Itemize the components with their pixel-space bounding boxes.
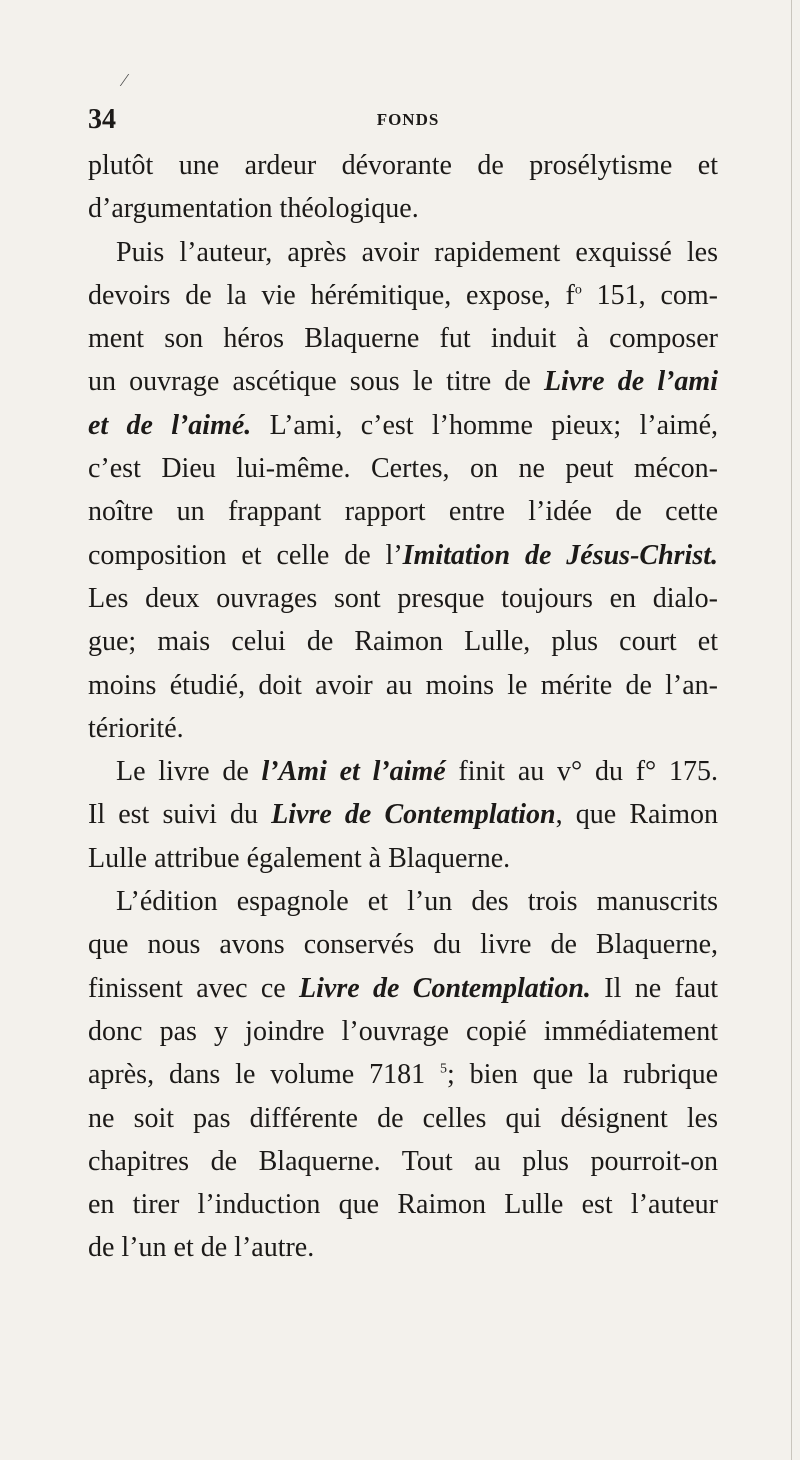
text-line <box>88 447 718 490</box>
text-run: c’est Dieu lui-même. Certes, on ne peut mécon- <box>88 453 718 485</box>
running-head <box>88 104 728 140</box>
text-line <box>88 231 718 274</box>
paragraph <box>88 144 718 231</box>
text-run: 151, com- <box>581 279 719 311</box>
paragraph <box>88 880 718 1270</box>
text-run: plutôt une ardeur dévorante de prosélytisme et <box>88 150 718 181</box>
text-line <box>88 793 718 836</box>
body-text <box>88 144 718 1270</box>
text-run: finit au v° du f° 175. <box>445 756 718 788</box>
italic-title: l’Ami et l’aimé <box>261 756 446 788</box>
section-title: FONDS <box>376 110 440 129</box>
text-line <box>88 274 718 317</box>
text-line <box>88 880 718 923</box>
text-run: Puis l’auteur, après avoir rapidement exquissé les <box>116 236 718 268</box>
text-line <box>88 620 718 663</box>
text-run: ment son héros Blaquerne fut induit à composer <box>88 323 718 355</box>
italic-title: et de l’aimé. <box>88 409 252 441</box>
italic-title: Livre de Contemplation <box>271 799 556 831</box>
text-line <box>88 404 718 447</box>
text-run: noître un frappant rapport entre l’idée de cette <box>88 496 718 528</box>
text-line <box>88 187 718 230</box>
text-run: ; bien que la rubrique <box>447 1059 718 1091</box>
italic-title: Livre de Contemplation. <box>299 972 591 1004</box>
text-line <box>88 1140 718 1183</box>
superscript: o <box>574 282 582 298</box>
text-line <box>88 577 718 620</box>
text-run: donc pas y joindre l’ouvrage copié immédiatement <box>88 1015 718 1047</box>
text-line <box>88 1183 718 1226</box>
text-run: ne soit pas différente de celles qui désignent les <box>88 1102 718 1134</box>
text-run: composition et celle de l’ <box>88 539 403 571</box>
text-run: d’argumentation théologique. <box>88 193 419 225</box>
text-line <box>88 490 718 533</box>
text-line <box>88 923 718 966</box>
text-line <box>88 707 718 750</box>
text-line <box>88 1226 718 1269</box>
text-run: Le livre de <box>116 756 262 788</box>
text-run: Lulle attribue également à Blaquerne. <box>88 842 511 874</box>
text-run: un ouvrage ascétique sous le titre de <box>88 366 544 398</box>
text-line <box>88 664 718 707</box>
text-run: L’ami, c’est l’homme pieux; l’aimé, <box>251 409 718 441</box>
text-line <box>88 837 718 880</box>
text-line <box>88 1053 718 1096</box>
italic-title: Livre de l’ami <box>543 366 718 398</box>
text-line <box>88 967 718 1010</box>
text-run: , que Raimon <box>555 799 718 831</box>
text-line <box>88 750 718 793</box>
text-line <box>88 360 718 403</box>
paragraph <box>88 750 718 880</box>
italic-title: Imitation de Jésus-Christ. <box>402 539 718 571</box>
page-edge-line <box>791 0 792 1460</box>
text-run: finissent avec ce <box>88 972 300 1004</box>
text-line <box>88 144 718 187</box>
text-run: Il ne faut <box>590 972 718 1004</box>
superscript: 5 <box>440 1061 447 1077</box>
text-line <box>88 534 718 577</box>
text-run: moins étudié, doit avoir au moins le mérite de l’an- <box>88 669 718 701</box>
margin-mark: ⁄ <box>123 70 127 90</box>
text-run: gue; mais celui de Raimon Lulle, plus court et <box>88 626 718 658</box>
text-line <box>88 317 718 360</box>
text-run: Les deux ouvrages sont presque toujours en dialo- <box>88 582 718 614</box>
text-run: après, dans le volume 7181 <box>88 1059 440 1091</box>
text-run: tériorité. <box>88 712 184 744</box>
page-number: 34 <box>88 104 116 135</box>
paragraph <box>88 231 718 751</box>
text-line <box>88 1097 718 1140</box>
text-run: que nous avons conservés du livre de Blaquerne, <box>88 929 718 961</box>
text-run: de l’un et de l’autre. <box>88 1232 315 1264</box>
text-run: Il est suivi du <box>88 799 272 831</box>
text-run: en tirer l’induction que Raimon Lulle est l’auteur <box>88 1189 718 1221</box>
text-run: chapitres de Blaquerne. Tout au plus pourroit-on <box>88 1145 718 1177</box>
text-line <box>88 1010 718 1053</box>
text-run: L’édition espagnole et l’un des trois manuscrits <box>116 886 718 918</box>
text-run: devoirs de la vie hérémitique, expose, f <box>88 279 575 311</box>
